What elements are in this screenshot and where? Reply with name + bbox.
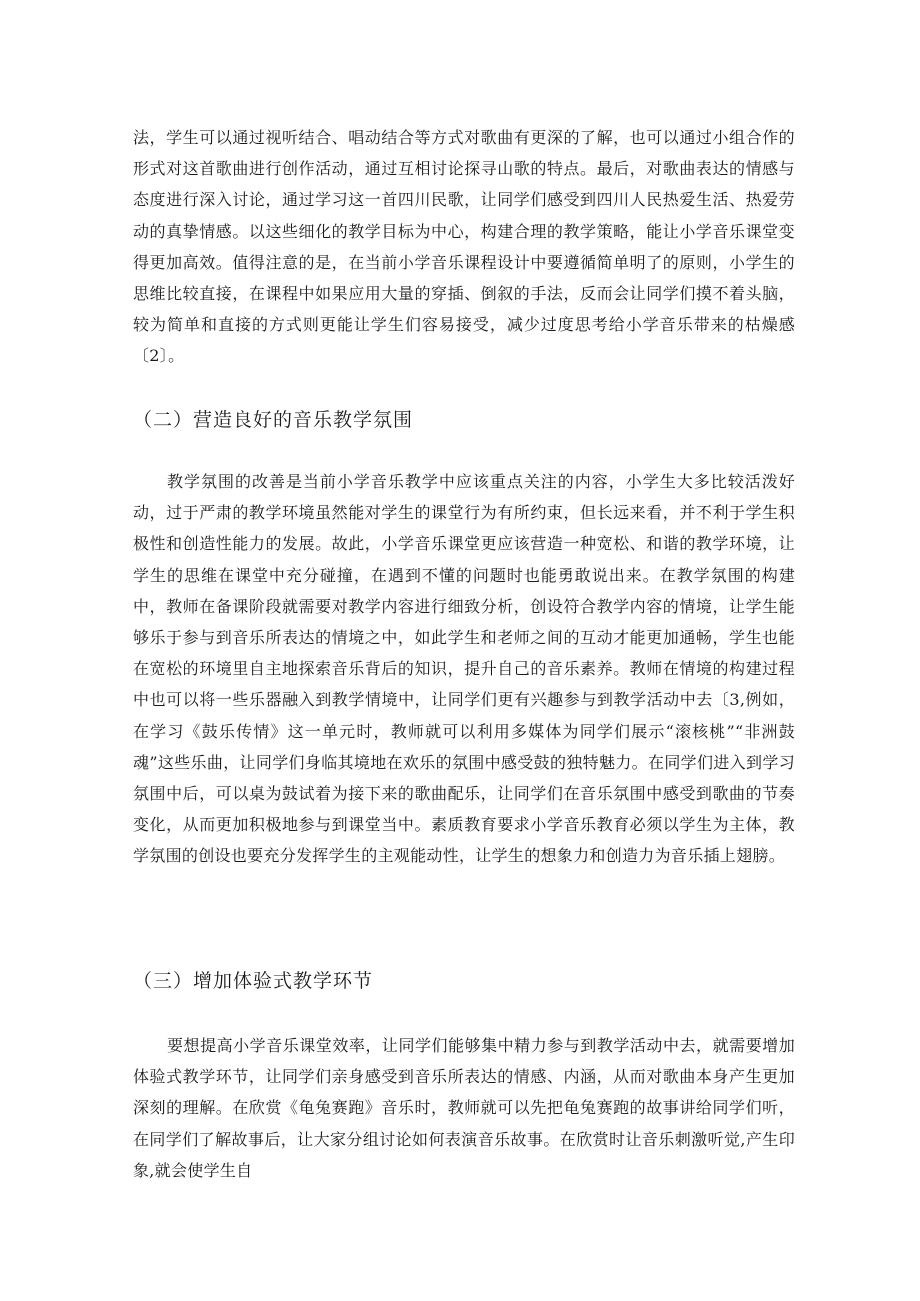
paragraph-teaching-goals: 法，学生可以通过视听结合、唱动结合等方式对歌曲有更深的了解，也可以通过小组合作的形式对这首歌曲进行创作活动，通过互相讨论探寻山歌的特点。最后，对歌曲表达的情感与态度进行深入讨论，通过学习这一首四川民歌，让同学们感受到四川人民热爱生活、热爱劳动的真挚情感。以这些细化的教学目标为中心，构建合理的教学策略，能让小学音乐课堂变得更加高效。值得注意的是，在当前小学音乐课程设计中要遵循简单明了的原则，小学生的思维比较直接，在课程中如果应用大量的穿插、倒叙的手法，反而会让同学们摸不着头脑，较为简单和直接的方式则更能让学生们容易接受，减少过度思考给小学音乐带来的枯燥感〔2〕。 — [133, 128, 795, 366]
paragraph-experiential-teaching: 要想提高小学音乐课堂效率，让同学们能够集中精力参与到教学活动中去，就需要增加体验式教学环节，让同学们亲身感受到音乐所表达的情感、内涵，从而对歌曲本身产生更加深刻的理解。在欣赏《龟兔赛跑》音乐时，教师就可以先把龟兔赛跑的故事讲给同学们听，在同学们了解故事后，让大家分组讨论如何表演音乐故事。在欣赏时让音乐刺激听觉,产生印象,就会使学生自 — [133, 1036, 795, 1180]
paragraph-teaching-atmosphere: 教学氛围的改善是当前小学音乐教学中应该重点关注的内容，小学生大多比较活泼好动，过于严肃的教学环境虽然能对学生的课堂行为有所约束，但长远来看，并不利于学生积极性和创造性能力的发展。故此，小学音乐课堂更应该营造一种宽松、和谐的教学环境，让学生的思维在课堂中充分碰撞，在遇到不懂的问题时也能勇敢说出来。在教学氛围的构建中，教师在备课阶段就需要对教学内容进行细致分析，创设符合教学内容的情境，让学生能够乐于参与到音乐所表达的情境之中，如此学生和老师之间的互动才能更加通畅，学生也能在宽松的环境里自主地探索音乐背后的知识，提升自己的音乐素养。教师在情境的构建过程中也可以将一些乐器融入到教学情境中，让同学们更有兴趣参与到教学活动中去〔3,例如，在学习《鼓乐传情》这一单元时，教师就可以利用多媒体为同学们展示“滚核桃”“非洲鼓魂”这些乐曲，让同学们身临其境地在欢乐的氛围中感受鼓的独特魅力。在同学们进入到学习氛围中后，可以桌为鼓试着为接下来的歌曲配乐，让同学们在音乐氛围中感受到歌曲的节奏变化，从而更加积极地参与到课堂当中。素质教育要求小学音乐教育必须以学生为主体，教学氛围的创设也要充分发挥学生的主观能动性，让学生的想象力和创造力为音乐插上翅膀。 — [133, 472, 795, 866]
section-heading-experiential: （三）增加体验式教学环节 — [133, 970, 374, 992]
section-heading-atmosphere: （二）营造良好的音乐教学氛围 — [133, 409, 414, 431]
